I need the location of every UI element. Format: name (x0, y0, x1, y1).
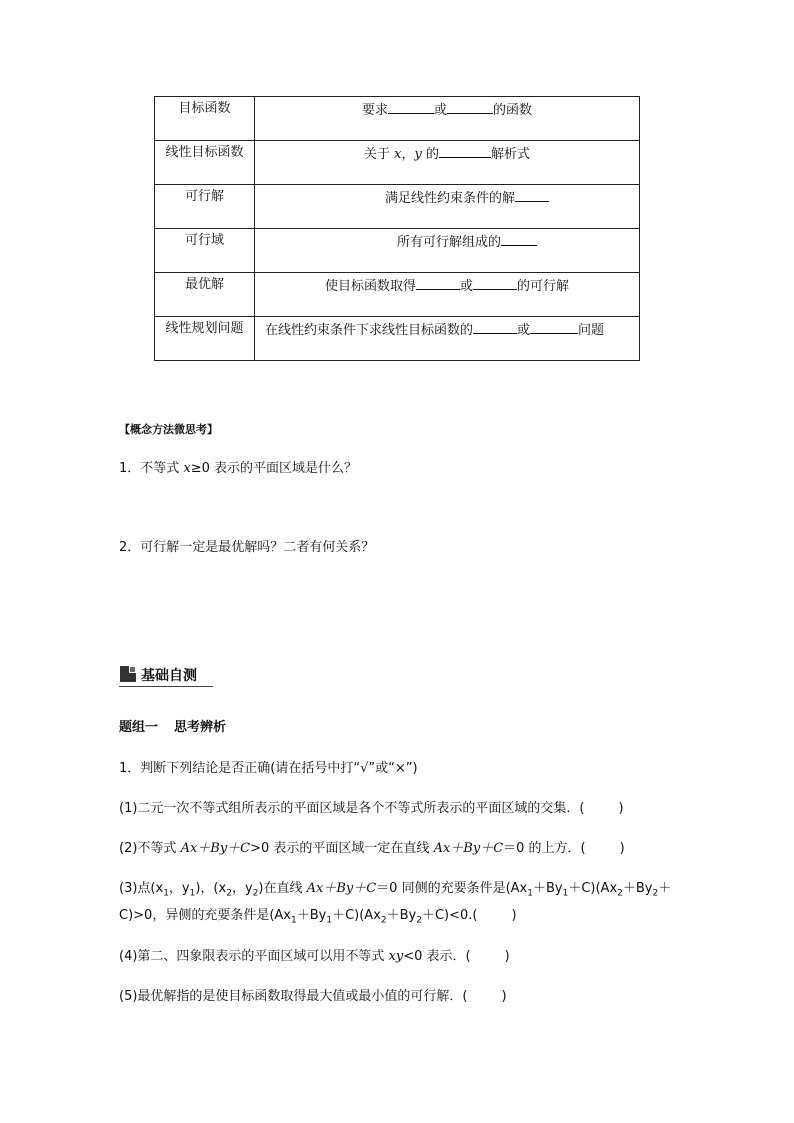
judgement-item-1 (119, 800, 624, 818)
table-row (155, 317, 640, 361)
description-text: 或 (459, 279, 473, 294)
description-text: 的 (421, 147, 439, 162)
description-text: ， (401, 147, 415, 162)
item-text: ＋C)(Ax (332, 908, 381, 923)
judgement-item-4 (119, 948, 510, 966)
question-text: ≥0 表示的平面区域是什么？ (190, 461, 358, 476)
item-text: (4)第二、四象限表示的平面区域可以用不等式 (119, 949, 389, 964)
table-row (155, 141, 640, 185)
term-cell: 可行解 (155, 185, 255, 229)
term-cell: 最优解 (155, 273, 255, 317)
judgement-item-3-line-2 (119, 907, 517, 930)
section-marker-icon (120, 666, 136, 682)
table-row (155, 229, 640, 273)
description-text: 或 (517, 323, 531, 338)
definition-table (154, 96, 640, 361)
description-cell (255, 273, 640, 317)
fill-blank[interactable] (447, 100, 493, 114)
judgement-item-5 (119, 988, 507, 1006)
item-text: ＋C)(Ax (568, 881, 618, 896)
expression: xy (388, 949, 404, 964)
item-text: >0 表示的平面区域一定在直线 (250, 841, 434, 856)
item-text: (5)最优解指的是使目标函数取得最大值或最小值的可行解．( (119, 989, 468, 1004)
description-cell (255, 185, 640, 229)
item-text: ＋C)<0.( (421, 908, 478, 923)
description-text: 问题 (578, 323, 605, 338)
subscript: 1 (290, 915, 297, 926)
description-text: 所有可行解组成的 (396, 235, 501, 250)
term-cell: 线性规划问题 (155, 317, 255, 361)
description-text: 解析式 (491, 147, 531, 162)
description-cell (255, 229, 640, 273)
subscript: 2 (252, 888, 259, 899)
description-text: 满足线性约束条件的解 (384, 191, 515, 206)
subscript: 2 (226, 888, 232, 899)
description-text: 或 (433, 103, 447, 118)
item-text: ，y (231, 881, 253, 896)
item-text: ＋ (658, 881, 672, 896)
item-text: C)>0，异侧的充要条件是(Ax (119, 908, 291, 923)
fill-blank[interactable] (439, 144, 491, 158)
item-text: (2)不等式 (119, 841, 181, 856)
item-text: ＝0 同侧的充要条件是(Ax (376, 881, 528, 896)
description-cell (255, 141, 640, 185)
description-text: 关于 (363, 147, 390, 162)
table-row (155, 273, 640, 317)
fill-blank[interactable] (501, 232, 537, 246)
description-text: 使目标函数取得 (324, 279, 416, 294)
subscript: 1 (562, 888, 569, 899)
section-title: 基础自测 (141, 668, 197, 684)
section-heading (119, 664, 213, 687)
item-text: <0 表示．( (403, 949, 471, 964)
concept-question-1 (119, 460, 357, 478)
item-text: ＋By (532, 881, 563, 896)
term-cell: 目标函数 (155, 97, 255, 141)
variable-x: x (394, 147, 402, 162)
term-cell: 可行域 (155, 229, 255, 273)
fill-blank[interactable] (416, 276, 460, 290)
item-text: ) (501, 989, 507, 1004)
group-label: 题组一 (119, 720, 159, 735)
description-text: 的可行解 (517, 279, 570, 294)
question-text: 1．不等式 (119, 461, 184, 476)
subscript: 1 (326, 915, 333, 926)
item-text: ＝0 的上方．( (503, 841, 586, 856)
judgement-item-3-line-1 (119, 880, 671, 903)
term-cell: 线性目标函数 (155, 141, 255, 185)
group-title: 思考辨析 (174, 720, 227, 735)
subscript: 2 (380, 915, 387, 926)
expression: Ax＋By＋C (306, 881, 377, 896)
table-row (155, 185, 640, 229)
item-text: )，(x (195, 881, 227, 896)
fill-blank[interactable] (388, 100, 434, 114)
description-cell (255, 97, 640, 141)
subscript: 2 (617, 888, 623, 899)
item-text: ＋By (622, 881, 653, 896)
item-text: ) (511, 908, 517, 923)
item-text: ＋By (386, 908, 417, 923)
group-heading (119, 719, 226, 737)
item-text: )在直线 (258, 881, 307, 896)
description-text: 的函数 (493, 103, 533, 118)
variable-y: y (414, 147, 422, 162)
fill-blank[interactable] (515, 188, 549, 202)
concept-heading: 【概念方法微思考】 (119, 423, 218, 436)
fill-blank[interactable] (473, 320, 517, 334)
description-text: 在线性约束条件下求线性目标函数的 (265, 323, 474, 338)
item-text: ) (619, 841, 625, 856)
fill-blank[interactable] (473, 276, 517, 290)
subscript: 2 (652, 888, 659, 899)
question-stem: 1．判断下列结论是否正确(请在括号中打“√”或“×”) (119, 761, 418, 776)
expression: Ax＋By＋C (433, 841, 504, 856)
item-text: ) (504, 949, 510, 964)
description-text: 要求 (361, 103, 388, 118)
table-row (155, 97, 640, 141)
item-text: ，y (168, 881, 190, 896)
subscript: 1 (189, 888, 196, 899)
concept-question-2: 2．可行解一定是最优解吗？二者有何关系？ (119, 540, 375, 555)
subscript: 1 (527, 888, 533, 899)
item-text: (1)二元一次不等式组所表示的平面区域是各个不等式所表示的平面区域的交集．( (119, 801, 585, 816)
description-cell (255, 317, 640, 361)
subscript: 1 (163, 888, 169, 899)
item-text: ) (618, 801, 624, 816)
subscript: 2 (416, 915, 422, 926)
variable-x: x (183, 461, 191, 476)
expression: Ax＋By＋C (180, 841, 251, 856)
item-text: ＋By (296, 908, 327, 923)
item-text: (3)点(x (119, 881, 164, 896)
fill-blank[interactable] (530, 320, 578, 334)
judgement-item-2 (119, 840, 625, 858)
